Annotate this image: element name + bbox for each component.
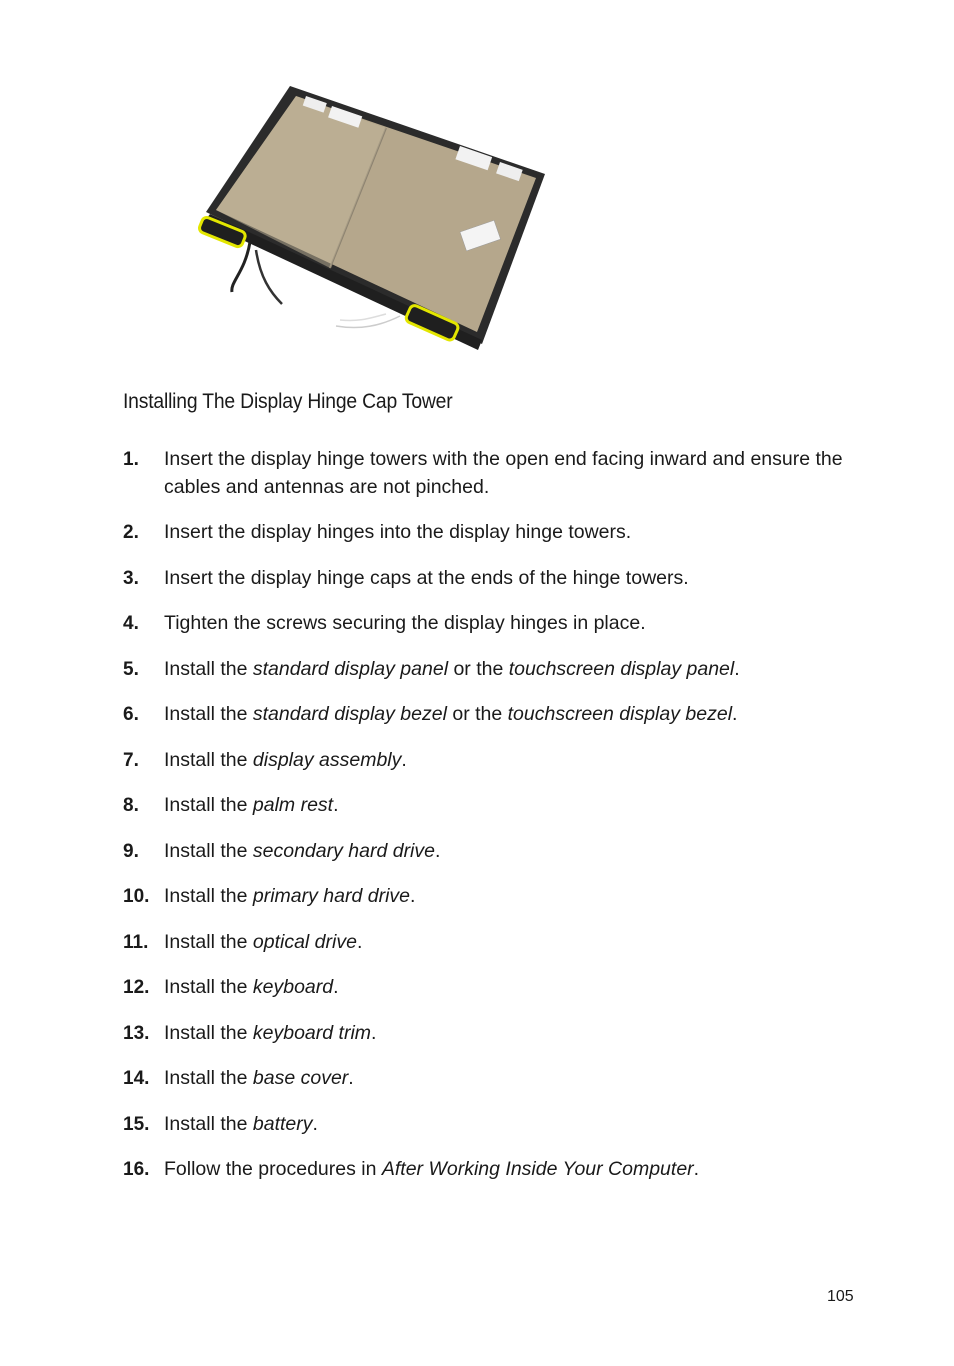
step-number: 10. xyxy=(123,886,150,907)
step-text: Install the secondary hard drive. xyxy=(164,839,441,862)
list-item xyxy=(123,1156,863,1184)
step-number: 13. xyxy=(123,1022,150,1044)
list-item xyxy=(123,519,863,547)
step-number: 6. xyxy=(123,704,139,725)
list-item xyxy=(123,1020,863,1048)
cross-reference-link: touchscreen display bezel xyxy=(507,703,733,725)
step-text: Follow the procedures in After Working Inside Your Computer. xyxy=(164,1158,700,1180)
step-number: 1. xyxy=(123,449,139,470)
list-item xyxy=(123,701,863,729)
cross-reference-link: touchscreen display panel xyxy=(508,657,735,680)
step-text: Install the optical drive. xyxy=(164,930,363,953)
step-number: 9. xyxy=(123,840,139,862)
cross-reference-link: After Working Inside Your Computer xyxy=(381,1158,694,1180)
step-number: 2. xyxy=(123,522,139,543)
step-text: Tighten the screws securing the display hinges in place. xyxy=(164,612,646,634)
list-item xyxy=(123,974,863,1002)
cross-reference-link: battery xyxy=(252,1112,313,1135)
step-text: Install the display assembly. xyxy=(164,748,407,771)
cross-reference-link: standard display panel xyxy=(252,657,449,680)
cross-reference-link: keyboard trim xyxy=(252,1021,372,1044)
list-item xyxy=(123,838,863,866)
step-text: Install the base cover. xyxy=(164,1067,354,1089)
step-text: Install the palm rest. xyxy=(164,794,339,816)
list-item xyxy=(123,1065,863,1093)
list-item xyxy=(123,656,863,684)
step-number: 8. xyxy=(123,795,139,816)
step-number: 7. xyxy=(123,749,139,771)
list-item xyxy=(123,565,863,593)
step-number: 11. xyxy=(123,931,149,953)
section-title: Installing The Display Hinge Cap Tower xyxy=(123,390,453,413)
step-text: Install the keyboard. xyxy=(164,976,339,998)
step-number: 4. xyxy=(123,613,139,634)
cross-reference-link: secondary hard drive xyxy=(252,839,435,862)
procedure-steps xyxy=(123,446,863,1202)
cross-reference-link: display assembly xyxy=(252,748,402,771)
list-item xyxy=(123,883,863,911)
step-text: Install the standard display panel or the touchscreen display panel. xyxy=(164,657,740,680)
list-item xyxy=(123,1111,863,1139)
step-text: Insert the display hinge caps at the ends of the hinge towers. xyxy=(164,566,689,589)
step-number: 15. xyxy=(123,1113,150,1135)
step-text: Install the primary hard drive. xyxy=(164,885,416,907)
step-number: 3. xyxy=(123,567,139,589)
cross-reference-link: standard display bezel xyxy=(252,703,447,725)
step-number: 16. xyxy=(123,1159,150,1180)
display-back-cover-photo xyxy=(190,82,560,352)
cross-reference-link: palm rest xyxy=(252,794,334,816)
step-text: Insert the display hinge towers with the open end facing inward and ensure the cables and antennas are not pinched. xyxy=(164,448,843,498)
step-text: Insert the display hinges into the display hinge towers. xyxy=(164,521,632,543)
list-item xyxy=(123,610,863,638)
step-text: Install the keyboard trim. xyxy=(164,1021,377,1044)
page-number: 105 xyxy=(827,1288,854,1305)
step-number: 14. xyxy=(123,1068,150,1089)
cross-reference-link: optical drive xyxy=(252,930,357,953)
list-item xyxy=(123,446,863,501)
step-text: Install the standard display bezel or the touchscreen display bezel. xyxy=(164,703,738,725)
step-number: 12. xyxy=(123,977,150,998)
cross-reference-link: base cover xyxy=(252,1067,349,1089)
cross-reference-link: keyboard xyxy=(252,976,334,998)
list-item xyxy=(123,929,863,957)
list-item xyxy=(123,747,863,775)
cross-reference-link: primary hard drive xyxy=(252,885,411,907)
step-text: Install the battery. xyxy=(164,1112,318,1135)
list-item xyxy=(123,792,863,820)
step-number: 5. xyxy=(123,658,139,680)
